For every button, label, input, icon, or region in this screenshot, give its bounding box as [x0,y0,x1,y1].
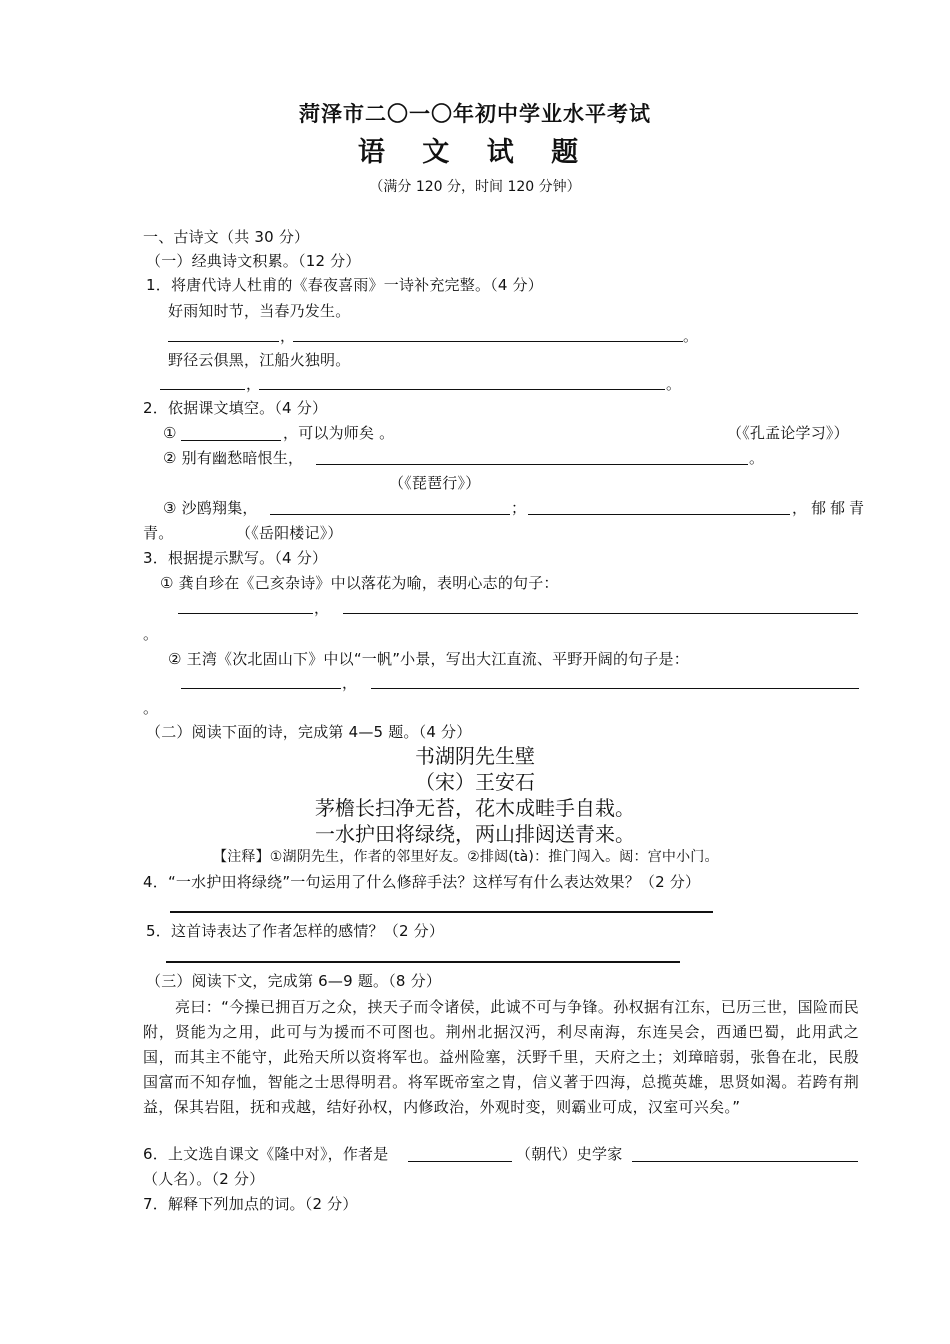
poem-author: （宋）王安石 [415,770,535,794]
answer-blank[interactable] [408,1161,512,1162]
q4-prompt: 4．“一水护田将绿绕”一句运用了什么修辞手法？这样写有什么表达效果？（2 分） [143,873,701,891]
punct-period: 。 [749,449,765,467]
section-heading: 一、古诗文（共 30 分） [143,228,310,246]
punct-comma: ， [342,674,358,692]
part-heading-1: （一）经典诗文积累。（12 分） [146,252,361,270]
part-heading-2: （二）阅读下面的诗，完成第 4—5 题。（4 分） [146,723,472,741]
reading-passage [143,995,859,1120]
answer-blank[interactable] [316,464,748,465]
q3a-text: ① 龚自珍在《己亥杂诗》中以落花为喻，表明心志的句子： [160,574,559,592]
q2c-tail2: 青。 [143,524,174,542]
passage-text: 亮曰：“今操已拥百万之众，挟天子而令诸侯，此诚不可与争锋。孙权据有江东，已历三世，国险而民附，贤能为之用，此可与为援而不可图也。荆州北据汉沔，利尽南海，东连吴会，西通巴蜀，此用武之国，而其主不能守，此殆天所以资将军也。益州险塞，沃野千里，天府之土；刘璋暗弱，张鲁在北，民殷国富而不知存恤，智能之士思得明君。将军既帝室之胄，信义著于四海，总揽英雄，思贤如渴。若跨有荆益，保其岩阻，抚和戎越，结好孙权，内修政治，外观时变，则霸业可成，汉室可兴矣。” [143,998,859,1116]
answer-line[interactable] [166,961,680,963]
q1-line3: 野径云俱黑，江船火独明。 [168,351,351,369]
q2b-text: ② 别有幽愁暗恨生， [163,449,304,467]
answer-blank[interactable] [270,514,510,515]
poem-line-2: 一水护田将绿绕，两山排闼送青来。 [315,822,635,846]
q6-text-c: （人名）。（2 分） [143,1170,265,1188]
q5-prompt: 5．这首诗表达了作者怎样的感情？（2 分） [146,922,445,940]
punct-comma: ， [280,327,296,345]
q6-text-a: 6．上文选自课文《隆中对》，作者是 [143,1145,389,1163]
punct-comma: ， [314,599,330,617]
q3b-text: ② 王湾《次北固山下》中以“一帆”小景，写出大江直流、平野开阔的句子是： [168,650,689,668]
answer-blank[interactable] [343,613,858,614]
q2c-tail: ，郁郁青 [792,499,869,517]
exam-title: 菏泽市二〇一〇年初中学业水平考试 [299,101,651,126]
q2a-mark: ① [163,424,177,442]
answer-blank[interactable] [181,688,341,689]
q2-prompt: 2．依据课文填空。（4 分） [143,399,328,417]
subject-title: 语 文 试 题 [357,137,593,168]
q2c-text: ③ 沙鸥翔集， [163,499,258,517]
exam-info: （满分 120 分，时间 120 分钟） [369,179,581,195]
q2b-source: （《琵琶行》） [389,474,481,492]
poem-title: 书湖阴先生壁 [415,744,535,768]
answer-line[interactable] [170,911,713,913]
answer-blank[interactable] [181,440,281,441]
q3-prompt: 3．根据提示默写。（4 分） [143,549,328,567]
punct-period: 。 [143,625,159,643]
poem-note: 【注释】①湖阴先生，作者的邻里好友。②排闼(tà)：推门闯入。闼：宫中小门。 [213,849,719,865]
punct-comma: ， [246,375,262,393]
answer-blank[interactable] [160,389,245,390]
punct-period: 。 [143,699,159,717]
answer-blank[interactable] [371,688,859,689]
answer-blank[interactable] [293,341,683,342]
q7-prompt: 7．解释下列加点的词。（2 分） [143,1195,358,1213]
part-heading-3: （三）阅读下文，完成第 6—9 题。（8 分） [146,972,442,990]
punct-semicolon: ； [511,499,527,517]
punct-period: 。 [683,327,699,345]
q1-line1: 好雨知时节，当春乃发生。 [168,302,351,320]
answer-blank[interactable] [178,613,313,614]
answer-blank[interactable] [632,1161,858,1162]
q2a-text: ，可以为师矣 。 [283,424,395,442]
q1-prompt: 1．将唐代诗人杜甫的《春夜喜雨》一诗补充完整。（4 分） [146,276,543,294]
answer-blank[interactable] [168,341,279,342]
q2a-source: （《孔孟论学习》） [727,424,849,442]
q2c-source: （《岳阳楼记》） [236,524,343,542]
answer-blank[interactable] [259,389,665,390]
poem-line-1: 茅檐长扫净无苔，花木成畦手自栽。 [315,796,635,820]
q6-text-b: （朝代）史学家 [516,1145,623,1163]
answer-blank[interactable] [528,514,790,515]
punct-period: 。 [666,375,682,393]
